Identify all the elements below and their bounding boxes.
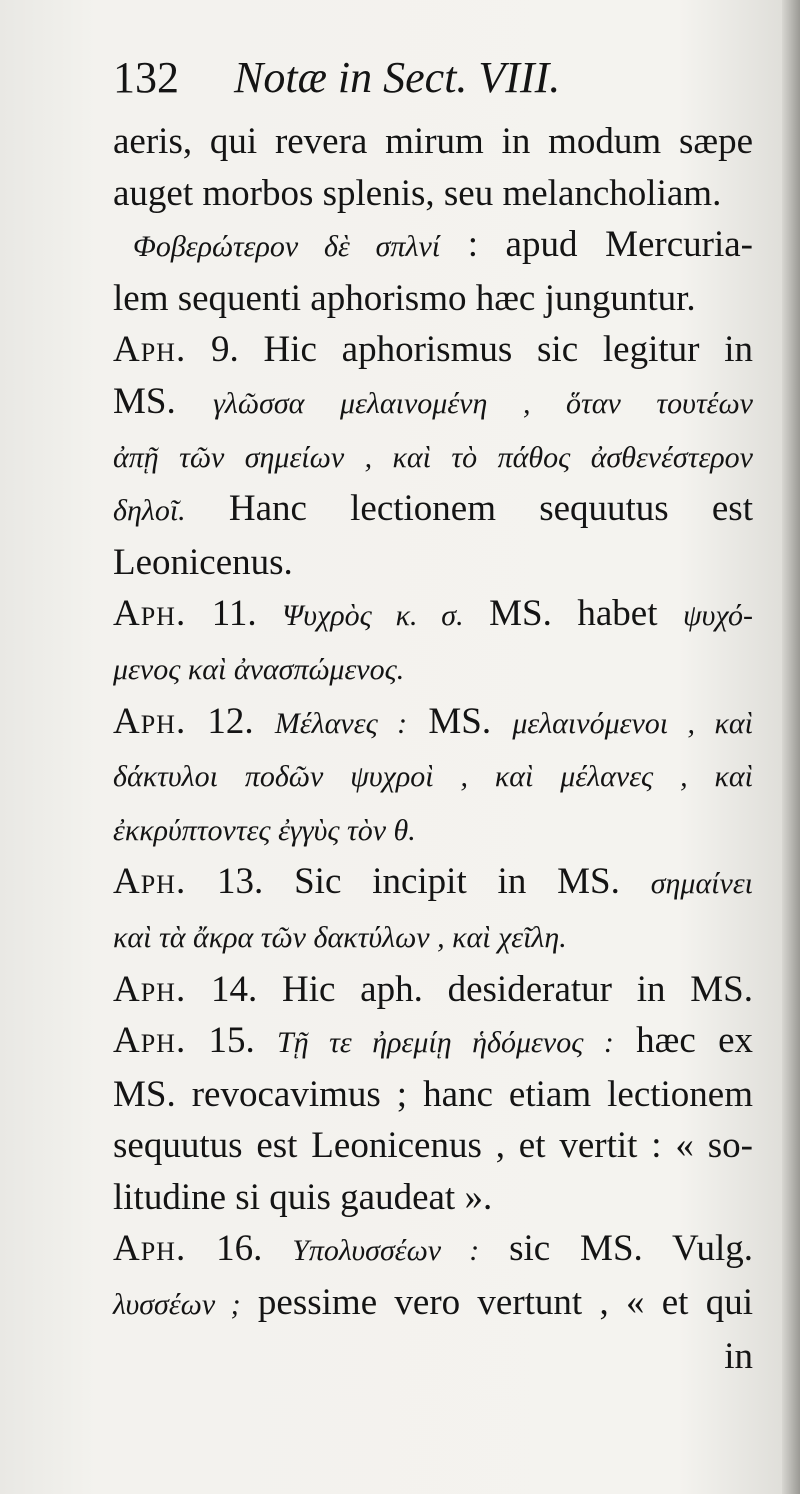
aphorism-label: Aph. bbox=[113, 1020, 187, 1062]
text-line bbox=[113, 1331, 753, 1383]
greek-text: Μέλανες : bbox=[274, 706, 408, 740]
greek-text: δάκτυλοι ποδῶν ψυχροὶ , καὶ μέλανες , καὶ bbox=[113, 760, 753, 794]
latin-text: litudine si quis gaudeat ». bbox=[113, 1176, 493, 1218]
greek-text: ψυχό- bbox=[683, 599, 753, 633]
text-line bbox=[113, 537, 753, 589]
greek-text: σημαίνει bbox=[650, 867, 753, 901]
greek-text: δηλοῖ. bbox=[113, 494, 186, 528]
text-line bbox=[113, 642, 753, 696]
greek-text: Υπολυσσέων : bbox=[292, 1234, 480, 1268]
text-line bbox=[113, 1223, 753, 1277]
text-line bbox=[113, 803, 753, 857]
latin-text: lem sequenti aphorismo hæc junguntur. bbox=[113, 277, 696, 319]
aphorism-label: Aph. bbox=[113, 861, 187, 903]
text-line bbox=[113, 1277, 753, 1331]
latin-text: sic MS. Vulg. bbox=[479, 1228, 753, 1270]
text-line bbox=[113, 910, 753, 964]
greek-text: ἀπῇ τῶν σημείων , καὶ τὸ πάθος ἀσθενέστερον bbox=[113, 440, 753, 474]
text-line bbox=[113, 430, 753, 484]
running-title: Notæ in Sect. VIII. bbox=[234, 53, 561, 102]
text-line bbox=[113, 1069, 753, 1121]
aphorism-label: Aph. bbox=[113, 700, 187, 742]
greek-text: μενος καὶ ἀνασπώμενος. bbox=[113, 652, 405, 686]
text-line bbox=[113, 856, 753, 910]
text-line bbox=[113, 483, 753, 537]
latin-text: : apud Mercuria- bbox=[440, 224, 753, 266]
latin-text: sequutus est Leonicenus , et vertit : « so- bbox=[113, 1125, 753, 1167]
text-line bbox=[113, 219, 753, 273]
text-line bbox=[113, 168, 753, 220]
aphorism-label: Aph. bbox=[113, 968, 187, 1010]
text-line bbox=[113, 1015, 753, 1069]
page-gutter-shadow bbox=[782, 0, 800, 1494]
latin-text: 15. bbox=[186, 1020, 278, 1062]
latin-text: in bbox=[724, 1335, 753, 1377]
text-line bbox=[113, 324, 753, 376]
latin-text: Leonicenus. bbox=[113, 541, 293, 583]
running-header bbox=[113, 48, 753, 108]
greek-text: λυσσέων ; bbox=[113, 1288, 241, 1322]
text-line bbox=[113, 749, 753, 803]
greek-text: μελαινόμενοι , καὶ bbox=[512, 706, 753, 740]
greek-text: Τῇ τε ἠρεμίῃ ἡδόμενος : bbox=[277, 1026, 614, 1060]
greek-text: ἐκκρύπτοντες ἐγγὺς τὸν θ. bbox=[113, 813, 416, 847]
latin-text: aeris, qui revera mirum in modum sæpe bbox=[113, 121, 753, 162]
latin-text: MS. bbox=[113, 380, 214, 422]
latin-text: 12. bbox=[186, 700, 275, 742]
text-line bbox=[113, 1172, 753, 1224]
latin-text: hæc ex bbox=[613, 1020, 753, 1062]
aphorism-label: Aph. bbox=[113, 1228, 187, 1270]
text-line bbox=[113, 1120, 753, 1172]
latin-text: auget morbos splenis, seu melancholiam. bbox=[113, 172, 722, 214]
latin-text: MS. revocavimus ; hanc etiam lectionem bbox=[113, 1073, 753, 1115]
aphorism-label: Aph. bbox=[113, 593, 187, 635]
aphorism-label: Aph. bbox=[113, 329, 187, 371]
greek-text: Φοβερώτερον δὲ σπλνί bbox=[133, 230, 441, 264]
latin-text: MS. habet bbox=[463, 593, 684, 635]
latin-text: pessime vero vertunt , « et qui bbox=[240, 1282, 753, 1324]
text-line bbox=[113, 588, 753, 642]
text-line bbox=[113, 964, 753, 1016]
latin-text: 11. bbox=[186, 593, 283, 635]
greek-text: Ψυχρὸς κ. σ. bbox=[282, 599, 464, 633]
greek-text: γλῶσσα μελαινομένη , ὅταν τουτέων bbox=[213, 386, 753, 420]
latin-text: 9. Hic aphorismus sic legitur in bbox=[186, 329, 753, 371]
page-number: 132 bbox=[113, 53, 179, 102]
page-text-block bbox=[113, 48, 753, 1382]
latin-text: Hanc lectionem sequutus est bbox=[185, 488, 753, 530]
latin-text: 16. bbox=[186, 1228, 293, 1270]
text-line bbox=[113, 273, 753, 325]
text-line bbox=[113, 116, 753, 168]
latin-text: 13. Sic incipit in MS. bbox=[186, 861, 651, 903]
text-line bbox=[113, 376, 753, 430]
body-text bbox=[113, 116, 753, 1382]
greek-text: καὶ τὰ ἄκρα τῶν δακτύλων , καὶ χεῖλη. bbox=[113, 920, 567, 954]
text-line bbox=[113, 696, 753, 750]
latin-text: 14. Hic aph. desideratur in MS. bbox=[186, 968, 753, 1010]
latin-text: MS. bbox=[407, 700, 513, 742]
